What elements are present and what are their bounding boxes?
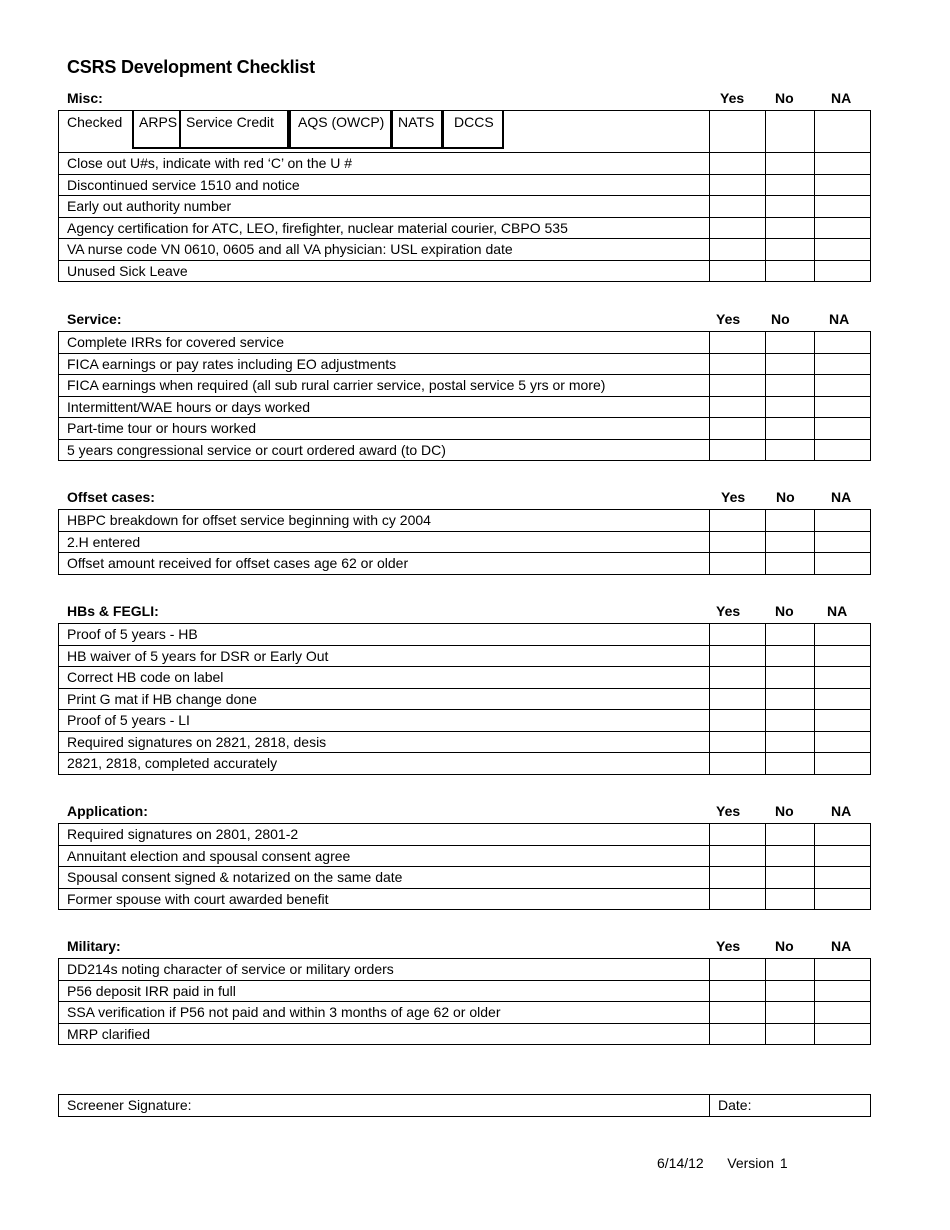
- no-checkbox[interactable]: [766, 667, 815, 689]
- screener-signature-field[interactable]: Screener Signature:: [59, 1095, 710, 1117]
- na-column-header: NA: [831, 489, 852, 505]
- yes-checkbox[interactable]: [710, 439, 766, 461]
- no-checkbox[interactable]: [766, 888, 815, 910]
- tab-nats: NATS: [391, 111, 443, 149]
- checklist-row: [59, 396, 871, 418]
- checklist-row: [59, 753, 871, 775]
- tab-dccs: DCCS: [442, 111, 504, 149]
- no-checkbox[interactable]: [766, 217, 815, 239]
- na-checkbox[interactable]: [815, 888, 871, 910]
- checklist-item: MRP clarified: [59, 1023, 710, 1045]
- checklist-row: [59, 667, 871, 689]
- yes-checkbox[interactable]: [710, 824, 766, 846]
- tab-service-credit: Service Credit: [179, 111, 289, 149]
- na-checkbox[interactable]: [815, 710, 871, 732]
- na-checkbox[interactable]: [815, 553, 871, 575]
- yes-checkbox[interactable]: [710, 731, 766, 753]
- footer-version: [657, 1155, 788, 1171]
- section-label: Offset cases:: [67, 489, 155, 505]
- yes-checkbox[interactable]: [710, 174, 766, 196]
- no-checkbox[interactable]: [766, 624, 815, 646]
- checklist-item: Early out authority number: [59, 196, 710, 218]
- section-hbs-fegli: [58, 601, 870, 775]
- checklist-item: DD214s noting character of service or military orders: [59, 959, 710, 981]
- na-checkbox[interactable]: [815, 260, 871, 282]
- checklist-item: VA nurse code VN 0610, 0605 and all VA physician: USL expiration date: [59, 239, 710, 261]
- na-checkbox[interactable]: [815, 239, 871, 261]
- checklist-item: 5 years congressional service or court ordered award (to DC): [59, 439, 710, 461]
- na-checkbox[interactable]: [815, 688, 871, 710]
- service-table: [58, 331, 871, 461]
- section-application: [58, 801, 870, 910]
- checklist-row: [59, 959, 871, 981]
- yes-column-header: Yes: [721, 489, 746, 505]
- checklist-row: [59, 624, 871, 646]
- no-checkbox[interactable]: [766, 867, 815, 889]
- no-checkbox[interactable]: [766, 553, 815, 575]
- na-checkbox[interactable]: [815, 375, 871, 397]
- yes-checkbox[interactable]: [710, 353, 766, 375]
- no-checkbox[interactable]: [766, 111, 815, 153]
- yes-checkbox[interactable]: [710, 418, 766, 440]
- checklist-row: [59, 439, 871, 461]
- checklist-row: [59, 867, 871, 889]
- checklist-row: [59, 196, 871, 218]
- yes-checkbox[interactable]: [710, 753, 766, 775]
- checklist-row: [59, 531, 871, 553]
- checklist-row: [59, 824, 871, 846]
- no-checkbox[interactable]: [766, 845, 815, 867]
- yes-column-header: Yes: [716, 803, 741, 819]
- na-checkbox[interactable]: [815, 667, 871, 689]
- section-label: Misc:: [67, 90, 103, 106]
- na-checkbox[interactable]: [815, 531, 871, 553]
- yes-column-header: Yes: [716, 311, 741, 327]
- no-column-header: No: [775, 803, 794, 819]
- section-header: [58, 88, 870, 110]
- no-checkbox[interactable]: [766, 824, 815, 846]
- checklist-row: [59, 1023, 871, 1045]
- no-column-header: No: [775, 603, 794, 619]
- checklist-row: [59, 153, 871, 175]
- checklist-item: Proof of 5 years - LI: [59, 710, 710, 732]
- na-checkbox[interactable]: [815, 753, 871, 775]
- section-service: [58, 309, 870, 461]
- checklist-item: Former spouse with court awarded benefit: [59, 888, 710, 910]
- footer-date: 6/14/12: [657, 1155, 704, 1171]
- section-header: [58, 936, 870, 958]
- no-checkbox[interactable]: [766, 375, 815, 397]
- no-checkbox[interactable]: [766, 239, 815, 261]
- checklist-item: Print G mat if HB change done: [59, 688, 710, 710]
- yes-checkbox[interactable]: [710, 624, 766, 646]
- checklist-row: [59, 217, 871, 239]
- no-checkbox[interactable]: [766, 753, 815, 775]
- checklist-item: 2821, 2818, completed accurately: [59, 753, 710, 775]
- checklist-row: [59, 375, 871, 397]
- no-checkbox[interactable]: [766, 645, 815, 667]
- checklist-row: [59, 845, 871, 867]
- checklist-row: [59, 353, 871, 375]
- checklist-item: Intermittent/WAE hours or days worked: [59, 396, 710, 418]
- application-table: [58, 823, 871, 910]
- checklist-row: [59, 332, 871, 354]
- na-checkbox[interactable]: [815, 418, 871, 440]
- na-checkbox[interactable]: [815, 174, 871, 196]
- section-military: [58, 936, 870, 1045]
- no-checkbox[interactable]: [766, 418, 815, 440]
- yes-checkbox[interactable]: [710, 1023, 766, 1045]
- na-checkbox[interactable]: [815, 867, 871, 889]
- yes-checkbox[interactable]: [710, 196, 766, 218]
- no-checkbox[interactable]: [766, 439, 815, 461]
- page-title: CSRS Development Checklist: [67, 57, 315, 77]
- no-column-header: No: [771, 311, 790, 327]
- yes-checkbox[interactable]: [710, 531, 766, 553]
- na-column-header: NA: [831, 90, 852, 106]
- yes-checkbox[interactable]: [710, 111, 766, 153]
- checklist-row: [59, 710, 871, 732]
- na-checkbox[interactable]: [815, 980, 871, 1002]
- yes-checkbox[interactable]: [710, 510, 766, 532]
- section-label: Service:: [67, 311, 122, 327]
- checklist-item: Close out U#s, indicate with red ‘C’ on the U #: [59, 153, 710, 175]
- no-checkbox[interactable]: [766, 710, 815, 732]
- yes-checkbox[interactable]: [710, 959, 766, 981]
- section-header: [58, 487, 870, 509]
- yes-column-header: Yes: [720, 90, 745, 106]
- na-checkbox[interactable]: [815, 1023, 871, 1045]
- section-label: Application:: [67, 803, 148, 819]
- tab-arps: ARPS: [132, 111, 181, 149]
- tab-aqs-owcp: AQS (OWCP): [289, 111, 392, 149]
- checklist-row: [59, 239, 871, 261]
- misc-table: [58, 110, 871, 282]
- checklist-row: [59, 731, 871, 753]
- yes-checkbox[interactable]: [710, 980, 766, 1002]
- no-checkbox[interactable]: [766, 980, 815, 1002]
- no-checkbox[interactable]: [766, 174, 815, 196]
- no-checkbox[interactable]: [766, 688, 815, 710]
- checked-label: Checked: [67, 114, 123, 130]
- na-checkbox[interactable]: [815, 645, 871, 667]
- yes-checkbox[interactable]: [710, 710, 766, 732]
- na-checkbox[interactable]: [815, 332, 871, 354]
- checklist-row: [59, 260, 871, 282]
- yes-checkbox[interactable]: [710, 153, 766, 175]
- yes-checkbox[interactable]: [710, 260, 766, 282]
- checklist-item: FICA earnings or pay rates including EO adjustments: [59, 353, 710, 375]
- checklist-item: Unused Sick Leave: [59, 260, 710, 282]
- military-table: [58, 958, 871, 1045]
- footer-version-label: Version 1: [727, 1155, 788, 1171]
- no-checkbox[interactable]: [766, 353, 815, 375]
- checklist-item: P56 deposit IRR paid in full: [59, 980, 710, 1002]
- no-column-header: No: [776, 489, 795, 505]
- no-checkbox[interactable]: [766, 153, 815, 175]
- yes-checkbox[interactable]: [710, 332, 766, 354]
- checklist-item: Spousal consent signed & notarized on the same date: [59, 867, 710, 889]
- checklist-item: Annuitant election and spousal consent agree: [59, 845, 710, 867]
- na-checkbox[interactable]: [815, 959, 871, 981]
- offset-table: [58, 509, 871, 575]
- checklist-row: [59, 1002, 871, 1024]
- yes-checkbox[interactable]: [710, 867, 766, 889]
- checklist-item: Agency certification for ATC, LEO, firefighter, nuclear material courier, CBPO 535: [59, 217, 710, 239]
- section-header: [58, 309, 870, 331]
- na-checkbox[interactable]: [815, 217, 871, 239]
- na-checkbox[interactable]: [815, 111, 871, 153]
- na-checkbox[interactable]: [815, 153, 871, 175]
- checklist-row: [59, 645, 871, 667]
- yes-checkbox[interactable]: [710, 688, 766, 710]
- section-misc: [58, 88, 870, 282]
- checklist-row: [59, 980, 871, 1002]
- no-checkbox[interactable]: [766, 196, 815, 218]
- yes-checkbox[interactable]: [710, 396, 766, 418]
- checklist-item: HB waiver of 5 years for DSR or Early Out: [59, 645, 710, 667]
- na-checkbox[interactable]: [815, 353, 871, 375]
- na-checkbox[interactable]: [815, 624, 871, 646]
- checklist-item: Correct HB code on label: [59, 667, 710, 689]
- yes-column-header: Yes: [716, 938, 741, 954]
- checklist-row: [59, 418, 871, 440]
- checklist-row: [59, 688, 871, 710]
- checked-row: [59, 111, 871, 153]
- hbs-table: [58, 623, 871, 775]
- no-checkbox[interactable]: [766, 959, 815, 981]
- checklist-item: HBPC breakdown for offset service beginning with cy 2004: [59, 510, 710, 532]
- no-checkbox[interactable]: [766, 332, 815, 354]
- no-checkbox[interactable]: [766, 531, 815, 553]
- no-checkbox[interactable]: [766, 510, 815, 532]
- yes-checkbox[interactable]: [710, 375, 766, 397]
- na-checkbox[interactable]: [815, 196, 871, 218]
- signature-section: [58, 1094, 870, 1117]
- checklist-item: Required signatures on 2801, 2801-2: [59, 824, 710, 846]
- yes-checkbox[interactable]: [710, 553, 766, 575]
- yes-checkbox[interactable]: [710, 645, 766, 667]
- section-header: [58, 801, 870, 823]
- yes-checkbox[interactable]: [710, 217, 766, 239]
- checklist-row: [59, 888, 871, 910]
- na-checkbox[interactable]: [815, 1002, 871, 1024]
- section-offset-cases: [58, 487, 870, 575]
- na-column-header: NA: [829, 311, 850, 327]
- yes-checkbox[interactable]: [710, 845, 766, 867]
- no-checkbox[interactable]: [766, 396, 815, 418]
- checklist-item: FICA earnings when required (all sub rural carrier service, postal service 5 yrs or more): [59, 375, 710, 397]
- no-checkbox[interactable]: [766, 1002, 815, 1024]
- checklist-item: SSA verification if P56 not paid and within 3 months of age 62 or older: [59, 1002, 710, 1024]
- signature-table: [58, 1094, 871, 1117]
- na-column-header: NA: [831, 938, 852, 954]
- yes-checkbox[interactable]: [710, 888, 766, 910]
- date-field[interactable]: Date:: [710, 1095, 871, 1117]
- na-checkbox[interactable]: [815, 439, 871, 461]
- no-column-header: No: [775, 938, 794, 954]
- na-checkbox[interactable]: [815, 824, 871, 846]
- checklist-row: [59, 510, 871, 532]
- no-checkbox[interactable]: [766, 260, 815, 282]
- no-checkbox[interactable]: [766, 1023, 815, 1045]
- na-checkbox[interactable]: [815, 845, 871, 867]
- section-header: [58, 601, 870, 623]
- checklist-row: [59, 553, 871, 575]
- yes-column-header: Yes: [716, 603, 741, 619]
- checklist-item: Proof of 5 years - HB: [59, 624, 710, 646]
- checklist-row: [59, 174, 871, 196]
- section-label: Military:: [67, 938, 121, 954]
- checklist-item: 2.H entered: [59, 531, 710, 553]
- na-checkbox[interactable]: [815, 396, 871, 418]
- checklist-item: Required signatures on 2821, 2818, desis: [59, 731, 710, 753]
- yes-checkbox[interactable]: [710, 667, 766, 689]
- na-column-header: NA: [831, 803, 852, 819]
- na-column-header: NA: [827, 603, 848, 619]
- section-label: HBs & FEGLI:: [67, 603, 159, 619]
- yes-checkbox[interactable]: [710, 239, 766, 261]
- na-checkbox[interactable]: [815, 510, 871, 532]
- checklist-item: Part-time tour or hours worked: [59, 418, 710, 440]
- checklist-item: Complete IRRs for covered service: [59, 332, 710, 354]
- na-checkbox[interactable]: [815, 731, 871, 753]
- no-column-header: No: [775, 90, 794, 106]
- yes-checkbox[interactable]: [710, 1002, 766, 1024]
- checklist-item: Discontinued service 1510 and notice: [59, 174, 710, 196]
- checklist-item: Offset amount received for offset cases age 62 or older: [59, 553, 710, 575]
- no-checkbox[interactable]: [766, 731, 815, 753]
